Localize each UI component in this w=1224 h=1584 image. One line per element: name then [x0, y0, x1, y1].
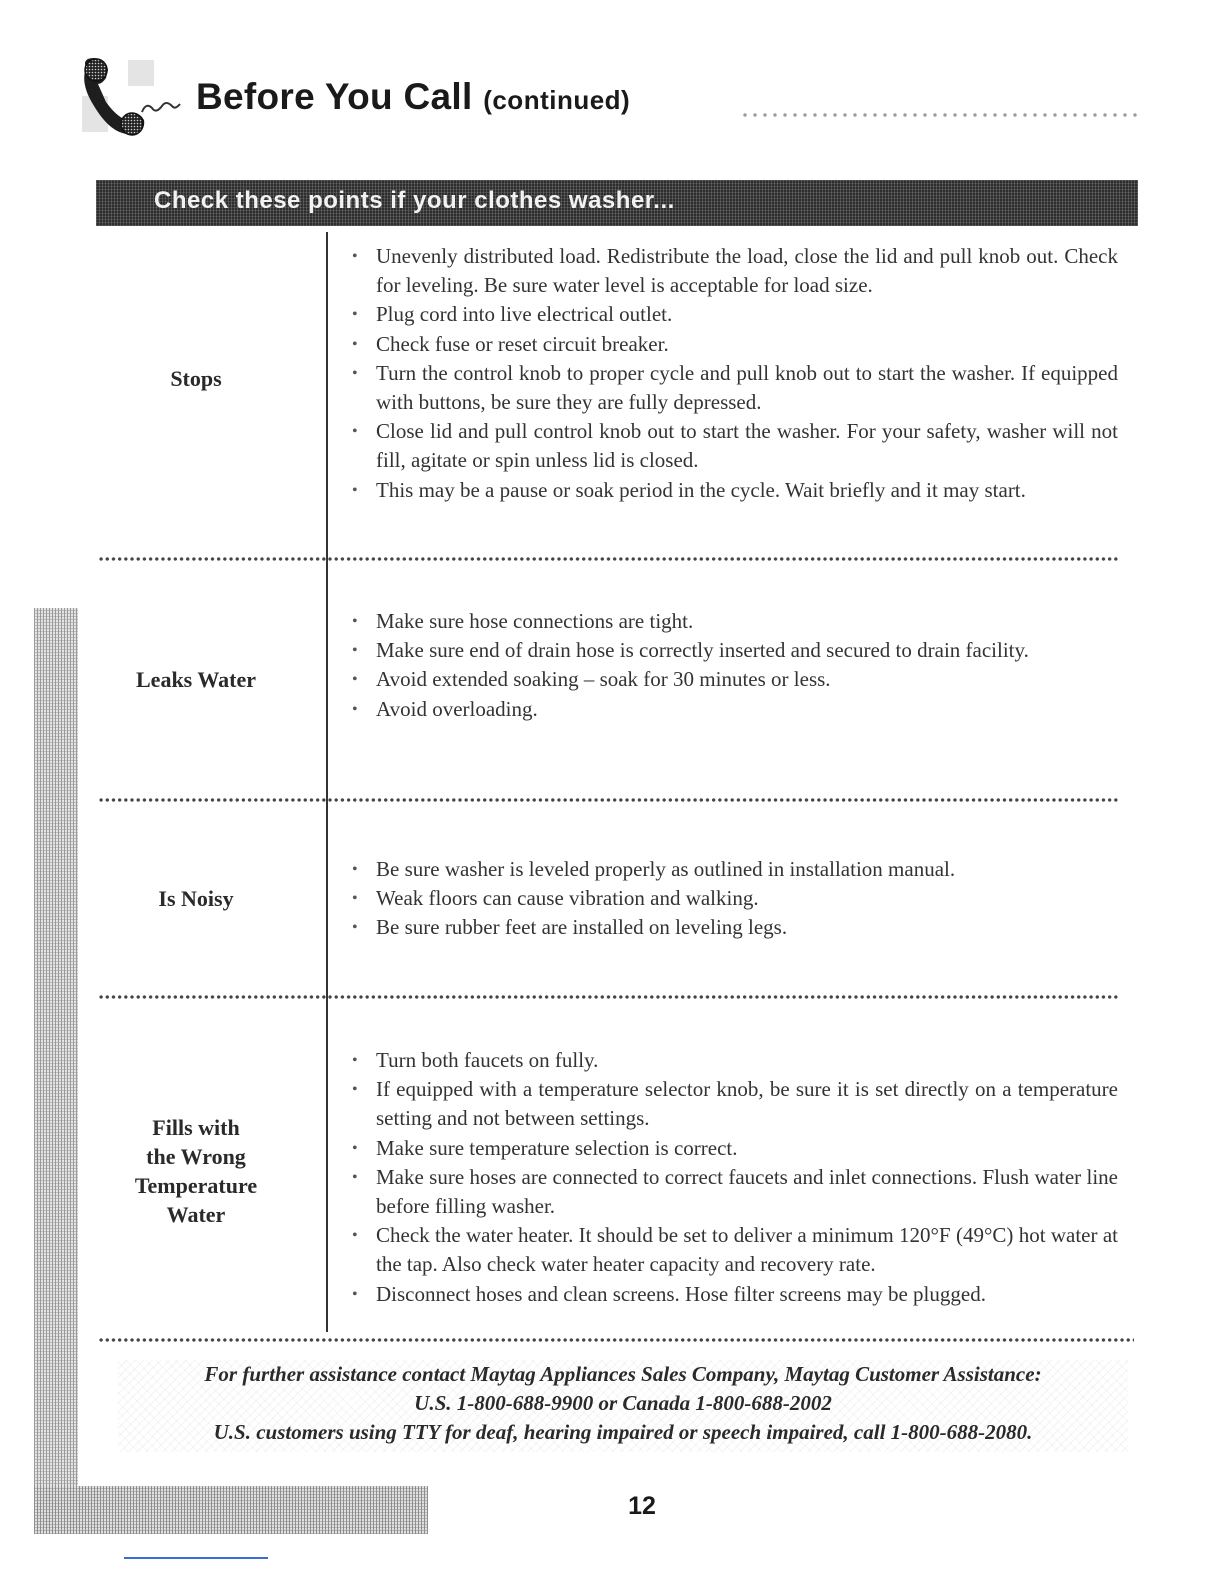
decorative-bottom-bar	[34, 1486, 428, 1534]
title-suffix: (continued)	[483, 85, 631, 115]
label-line: Fills with	[152, 1115, 240, 1140]
assistance-phone-line: U.S. 1-800-688-9900 or Canada 1-800-688-2002	[414, 1391, 832, 1415]
section-banner	[96, 180, 1138, 226]
label-line: Water	[166, 1202, 226, 1227]
page-title	[196, 76, 630, 118]
solution-list-is-noisy	[352, 855, 1118, 943]
list-item: • This may be a pause or soak period in the cycle. Wait briefly and it may start.	[352, 476, 1118, 505]
label-line: the Wrong	[146, 1144, 246, 1169]
list-item: • Make sure hoses are connected to correct faucets and inlet connections. Flush water line before filling washer.	[352, 1163, 1118, 1221]
customer-assistance-box	[118, 1360, 1128, 1452]
problem-label-is-noisy: Is Noisy	[158, 886, 234, 911]
banner-text: Check these points if your clothes washer...	[154, 187, 675, 214]
list-item: • Avoid extended soaking – soak for 30 minutes or less.	[352, 665, 1118, 694]
title-leader-dots	[740, 112, 1140, 118]
list-item: • Be sure washer is leveled properly as outlined in installation manual.	[352, 855, 1118, 884]
list-item: • Make sure hose connections are tight.	[352, 607, 1118, 636]
title-main: Before You Call	[196, 76, 473, 117]
list-item: • Be sure rubber feet are installed on leveling legs.	[352, 913, 1118, 942]
list-item: • Turn the control knob to proper cycle and pull knob out to start the washer. If equipped with buttons, be sure they are fully depressed.	[352, 359, 1118, 417]
list-item: • Plug cord into live electrical outlet.	[352, 300, 1118, 329]
list-item: • Turn both faucets on fully.	[352, 1046, 1118, 1075]
list-item: • Check the water heater. It should be set to deliver a minimum 120°F (49°C) hot water at the tap. Also check water heater capacity and recovery rate.	[352, 1221, 1118, 1279]
assistance-line: For further assistance contact Maytag Appliances Sales Company, Maytag Customer Assistance:	[204, 1362, 1042, 1386]
problem-label-leaks-water: Leaks Water	[136, 667, 256, 692]
problem-label-wrong-temperature	[96, 1113, 296, 1229]
page-number: 12	[628, 1492, 656, 1520]
decorative-blue-line	[124, 1557, 268, 1559]
list-item: • Weak floors can cause vibration and walking.	[352, 884, 1118, 913]
list-item: • Make sure temperature selection is correct.	[352, 1134, 1118, 1163]
solution-list-stops	[352, 242, 1118, 505]
telephone-handset-icon	[76, 56, 188, 138]
decorative-side-bar	[34, 608, 78, 1508]
row-divider	[98, 1337, 1134, 1343]
list-item: • Avoid overloading.	[352, 695, 1118, 724]
list-item: • Make sure end of drain hose is correctly inserted and secured to drain facility.	[352, 636, 1118, 665]
row-divider	[98, 797, 1120, 803]
solution-list-leaks-water	[352, 607, 1118, 724]
list-item: • Disconnect hoses and clean screens. Hose filter screens may be plugged.	[352, 1280, 1118, 1309]
assistance-tty-line: U.S. customers using TTY for deaf, hearing impaired or speech impaired, call 1-800-688-2080.	[213, 1420, 1033, 1444]
list-item: • Unevenly distributed load. Redistribute the load, close the lid and pull knob out. Check for leveling. Be sure water level is acceptable for load size.	[352, 242, 1118, 300]
list-item: • Close lid and pull control knob out to start the washer. For your safety, washer will not fill, agitate or spin unless lid is closed.	[352, 417, 1118, 475]
row-divider	[98, 994, 1120, 1000]
problem-label-stops: Stops	[170, 366, 222, 391]
solution-list-wrong-temperature	[352, 1046, 1118, 1309]
label-line: Temperature	[134, 1173, 258, 1198]
list-item: • If equipped with a temperature selector knob, be sure it is set directly on a temperature setting and not between settings.	[352, 1075, 1118, 1133]
column-divider	[326, 232, 328, 1332]
list-item: • Check fuse or reset circuit breaker.	[352, 330, 1118, 359]
row-divider	[98, 556, 1120, 562]
